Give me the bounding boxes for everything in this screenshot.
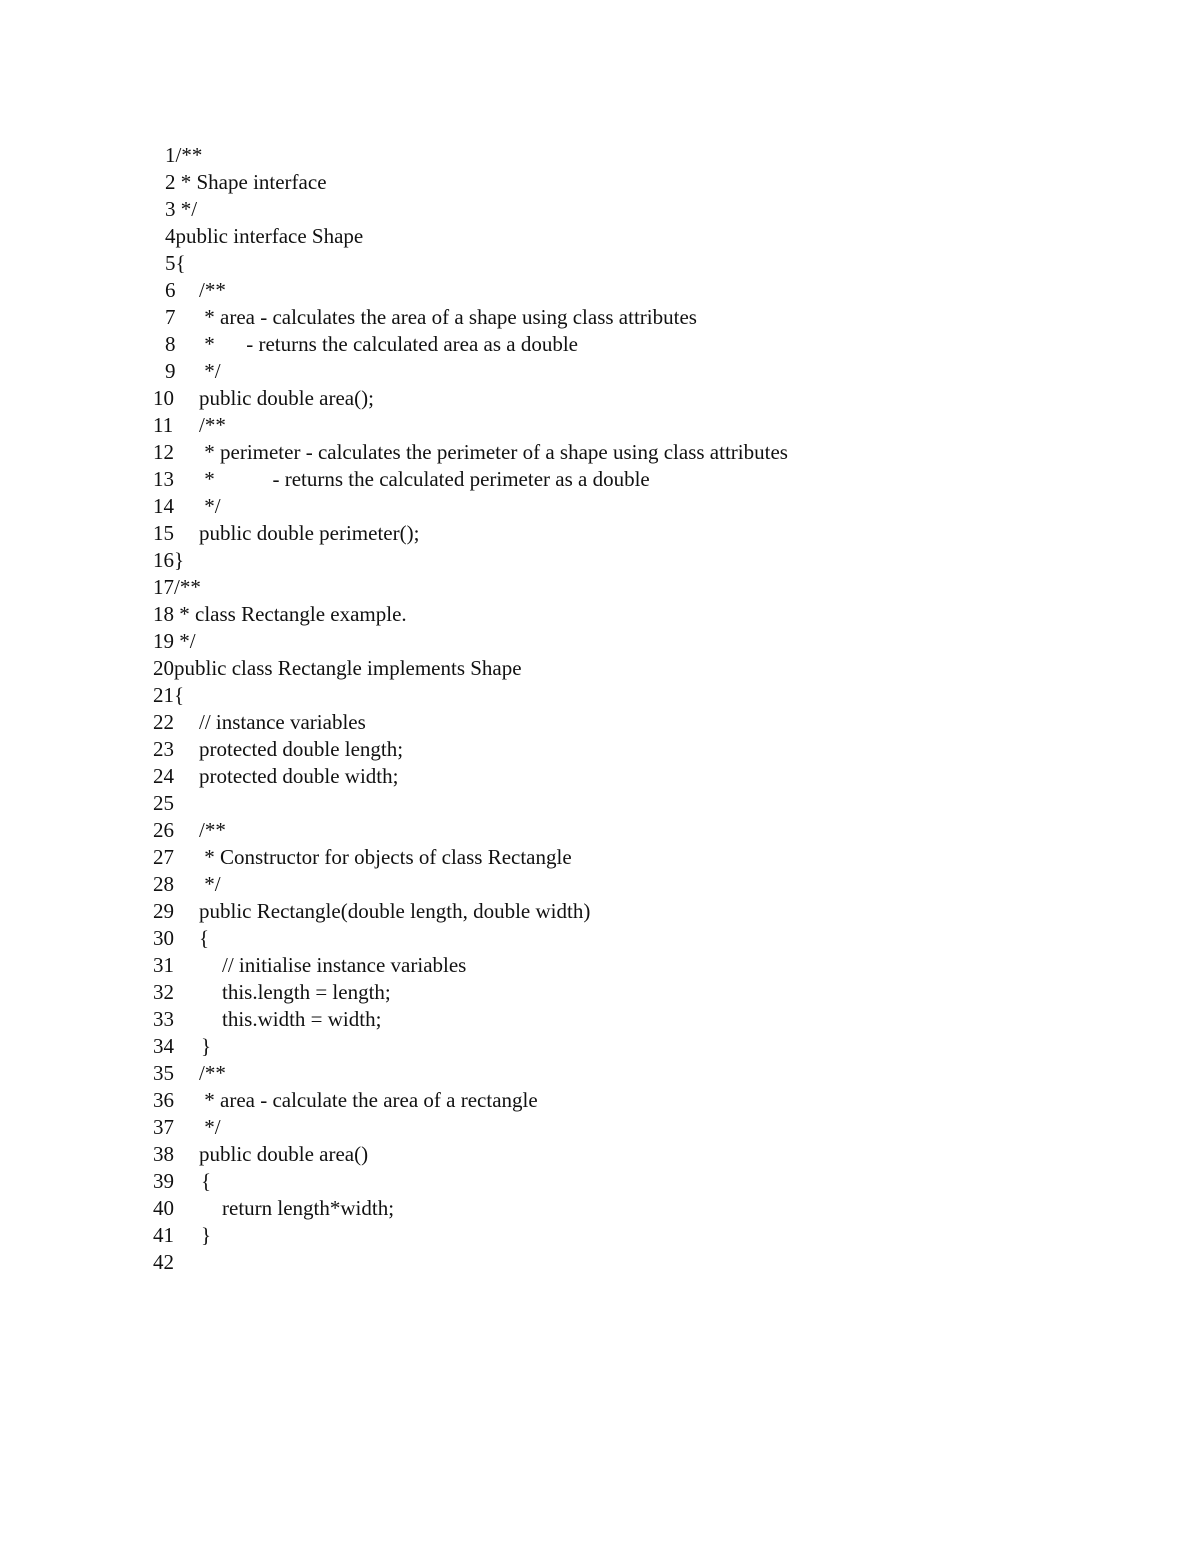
code-text: * Shape interface — [175, 170, 327, 194]
line-number: 37 — [153, 1115, 174, 1139]
line-number: 17 — [153, 575, 174, 599]
line-number: 39 — [153, 1169, 174, 1193]
code-line — [153, 655, 788, 682]
code-text: * - returns the calculated area as a double — [199, 332, 578, 356]
line-number: 25 — [153, 791, 174, 815]
code-text: * - returns the calculated perimeter as a double — [199, 467, 650, 491]
line-number: 11 — [153, 413, 174, 437]
line-number: 4 — [165, 224, 176, 248]
line-number: 33 — [153, 1007, 174, 1031]
code-line — [153, 250, 788, 277]
code-line — [153, 466, 788, 493]
code-text: */ — [199, 494, 221, 518]
code-line — [153, 1141, 788, 1168]
line-number: 29 — [153, 899, 174, 923]
line-number: 19 — [153, 629, 174, 653]
line-number: 8 — [165, 332, 176, 356]
code-line — [153, 169, 788, 196]
code-line — [153, 439, 788, 466]
code-line — [153, 142, 788, 169]
code-text: */ — [199, 872, 221, 896]
code-line — [153, 898, 788, 925]
line-number: 1 — [165, 143, 176, 167]
line-number: 40 — [153, 1196, 174, 1220]
code-text: */ — [175, 197, 198, 221]
code-line — [153, 682, 788, 709]
code-line — [153, 493, 788, 520]
code-line — [153, 1006, 788, 1033]
line-number: 14 — [153, 494, 174, 518]
code-text: this.width = width; — [222, 1007, 382, 1031]
line-number: 18 — [153, 602, 174, 626]
code-line — [153, 790, 788, 817]
code-line — [153, 1249, 788, 1276]
line-number: 13 — [153, 467, 174, 491]
code-text: this.length = length; — [222, 980, 391, 1004]
code-line — [153, 844, 788, 871]
code-line — [153, 601, 788, 628]
line-number: 21 — [153, 683, 174, 707]
line-number: 42 — [153, 1250, 174, 1274]
line-number: 7 — [165, 305, 176, 329]
code-line — [153, 223, 788, 250]
line-number: 36 — [153, 1088, 174, 1112]
code-line — [153, 304, 788, 331]
code-text: protected double length; — [199, 737, 404, 761]
code-line — [153, 358, 788, 385]
code-line — [153, 1087, 788, 1114]
code-line — [153, 1060, 788, 1087]
code-text: */ — [199, 359, 221, 383]
code-line — [153, 1114, 788, 1141]
line-number: 38 — [153, 1142, 174, 1166]
code-text: public double area() — [199, 1142, 369, 1166]
code-line — [153, 385, 788, 412]
line-number: 9 — [165, 359, 176, 383]
line-number: 15 — [153, 521, 174, 545]
code-text: * class Rectangle example. — [174, 602, 407, 626]
line-number: 41 — [153, 1223, 174, 1247]
code-line — [153, 1195, 788, 1222]
code-text: { — [174, 683, 185, 707]
line-number: 30 — [153, 926, 174, 950]
code-text: { — [199, 926, 210, 950]
code-text: public double area(); — [199, 386, 374, 410]
line-number: 32 — [153, 980, 174, 1004]
code-line — [153, 412, 788, 439]
line-number: 20 — [153, 656, 174, 680]
code-line — [153, 952, 788, 979]
line-number: 27 — [153, 845, 174, 869]
code-text: /** — [199, 818, 226, 842]
code-text: public class Rectangle implements Shape — [174, 656, 522, 680]
code-text: * area - calculates the area of a shape using class attributes — [199, 305, 697, 329]
line-number: 10 — [153, 386, 174, 410]
code-line — [153, 1168, 788, 1195]
code-line — [153, 277, 788, 304]
code-line — [153, 547, 788, 574]
code-text: } — [201, 1034, 212, 1058]
code-text: /** — [175, 143, 203, 167]
line-number: 28 — [153, 872, 174, 896]
code-text: protected double width; — [199, 764, 399, 788]
code-text: * perimeter - calculates the perimeter of a shape using class attributes — [199, 440, 788, 464]
line-number: 23 — [153, 737, 174, 761]
line-number: 3 — [165, 197, 176, 221]
code-line — [153, 331, 788, 358]
line-number: 31 — [153, 953, 174, 977]
code-text: public Rectangle(double length, double width) — [199, 899, 591, 923]
code-line — [153, 925, 788, 952]
code-line — [153, 817, 788, 844]
code-listing — [153, 142, 788, 1276]
code-text: /** — [199, 413, 226, 437]
line-number: 6 — [165, 278, 176, 302]
line-number: 35 — [153, 1061, 174, 1085]
code-line — [153, 574, 788, 601]
line-number: 16 — [153, 548, 174, 572]
code-text: // instance variables — [199, 710, 366, 734]
line-number: 2 — [165, 170, 176, 194]
code-text: public interface Shape — [175, 224, 364, 248]
code-line — [153, 628, 788, 655]
code-text: * area - calculate the area of a rectangle — [199, 1088, 538, 1112]
line-number: 34 — [153, 1034, 174, 1058]
code-text: */ — [199, 1115, 221, 1139]
code-text: * Constructor for objects of class Rectangle — [199, 845, 572, 869]
code-text: public double perimeter(); — [199, 521, 420, 545]
code-line — [153, 1222, 788, 1249]
code-text: } — [174, 548, 185, 572]
code-text: { — [201, 1169, 212, 1193]
code-line — [153, 736, 788, 763]
code-text: /** — [174, 575, 201, 599]
line-number: 26 — [153, 818, 174, 842]
code-line — [153, 763, 788, 790]
code-line — [153, 520, 788, 547]
line-number: 22 — [153, 710, 174, 734]
line-number: 5 — [165, 251, 176, 275]
code-text: // initialise instance variables — [222, 953, 467, 977]
code-text: */ — [174, 629, 196, 653]
line-number: 24 — [153, 764, 174, 788]
code-line — [153, 871, 788, 898]
line-number: 12 — [153, 440, 174, 464]
code-text: return length*width; — [222, 1196, 395, 1220]
code-text: /** — [199, 278, 226, 302]
code-text: /** — [199, 1061, 226, 1085]
code-text: } — [201, 1223, 212, 1247]
code-line — [153, 1033, 788, 1060]
code-line — [153, 979, 788, 1006]
code-line — [153, 709, 788, 736]
code-line — [153, 196, 788, 223]
code-text: { — [175, 251, 186, 275]
